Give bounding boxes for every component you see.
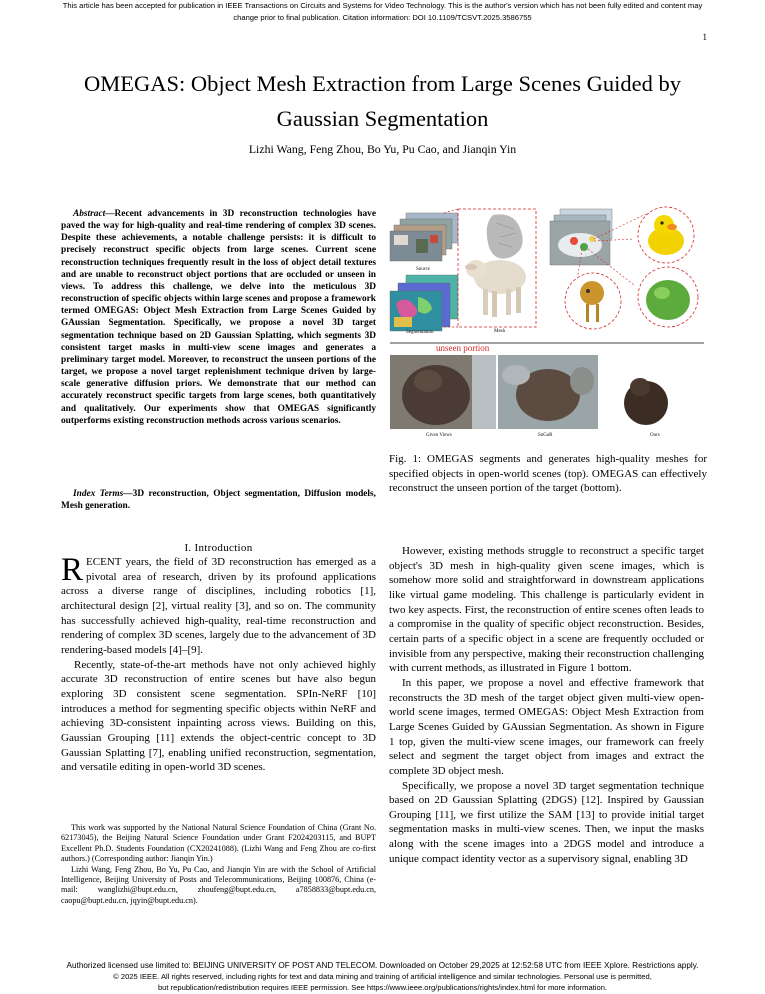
intro-paragraph-1 [61,552,376,658]
figure-1-caption: Fig. 1: OMEGAS segments and generates high-quality meshes for specified objects in open-world scenes (top). OMEGAS can effectively reconstruct the unseen portion of the target (bottom). [389,453,707,495]
intro-paragraph-3: However, existing methods struggle to reconstruct a specific target object's 3D mesh in high-quality given scene images, which is somehow more solid and straightforward in downstream applications like virtual game modeling. This challenge is particularly evident in two key aspects. First, the reconstruction of entire scenes often leads to a compromise in the quality of specific object reconstruction. Besides, certain parts of a specific object in a scene are frequently occluded or invisible from any perspective, making their reconstruction challenging with current methods, as illustrated in Figure 1 bottom. [389,545,704,675]
right-column [389,544,704,866]
intro-paragraph-5: Specifically, we propose a novel 3D target segmentation technique based on 2D Gaussian Splatting (2DGS) [12]. Inspired by Gaussian Grouping [11], we first utilize the SAM [13] to provide initial target segmentation masks in multi-view scenes. Then, we input the masks along with the scene images into a 2DGS model and introduce a unique compact identity vector as a supervisory signal, enabling 3D [389,779,704,865]
picnic-images [550,209,612,265]
abstract-lead: Abstract [73,209,106,219]
footnote [61,823,376,906]
abstract-text: —Recent advancements in 3D reconstruction technologies have paved the way for high-quality and real-time rendering of complex 3D scenes. Despite these achievements, a notable challenge persists: it is difficult to precisely reconstruct specific objects from large scenes. Current scene reconstruction techniques frequently result in the loss of object detail textures and are unable to reconstruct object portions that are occluded or unseen in views. To address this challenge, we delve into the meticulous 3D reconstruction of specific objects within large scenes and propose a framework termed OMEGAS: Object Mesh Extraction from Large Scenes Guided by GAussian Segmentation. Specifically, we propose a novel 3D target segmentation technique based on 2D Gaussian Splatting, which segments 3D consistent target masks in multi-view scene images and generates a preliminary target model. Moreover, to reconstruct the unseen portions of the target, we propose a novel target replenishment technique driven by large-scale generative diffusion priors. We demonstrate that our method can accurately reconstruct specific targets from large scenes, both quantitatively and qualitatively. Our experiments show that OMEGAS significantly outperforms existing reconstruction methods across various scenarios. [61,209,376,426]
ours-image [624,378,668,425]
paper-authors: Lizhi Wang, Feng Zhou, Bo Yu, Pu Cao, and Jianqin Yin [248,142,517,156]
abstract [61,208,376,427]
sheep-wireframe [487,214,523,258]
figure-1 [388,205,706,455]
footnote-affiliation: Lizhi Wang, Feng Zhou, Bo Yu, Pu Cao, and Jianqin Yin are with the School of Artificial Intelligence, Beijing University of Posts and Telecommunications, Beijing 100876, China (e-mail: wanglizhi@bupt.edu.cn, zhoufeng@bupt.edu.cn, a7858833@bupt.edu.cn, caopu@bupt.edu.cn, jqyin@bupt.edu.cn). [61,864,376,905]
source-images [390,213,458,261]
intro-paragraph-1-text: ECENT years, the field of 3D reconstruction has emerged as a pivotal area of research, driven by its profound applications across a diverse range of disciplines, including robotics [1], architectural design [2], virtual reality [3], and so on. The community has successfully achieved high-quality, real-time reconstruction and rendering of complex 3D scenes, largely due to the advancement of 3D rendering-based models [4]–[9]. [61,556,376,656]
footer-permission-line: but republication/redistribution requires IEEE permission. See https://www.ieee.org/publications/rights/index.html for more information. [157,983,608,993]
index-terms-text: —3D reconstruction, Object segmentation, Diffusion models, Mesh generation. [61,489,376,512]
intro-paragraph-4: In this paper, we propose a novel and effective framework that reconstructs the 3D mesh of the target object given multi-view open-world scene images, termed OMEGAS: Object Mesh Extraction from Large Scenes Guided by GAussian Segmentation. As shown in Figure 1 top, given the multi-view scene images, our framework can freely select and segment the target object from images and extract the complete 3D object mesh. [389,676,704,777]
index-terms-lead: Index Terms [73,489,124,499]
paper-title: OMEGAS: Object Mesh Extraction from Large Scenes Guided by Gaussian Segmentation [84,71,681,131]
intro-paragraph-2: Recently, state-of-the-art methods have not only achieved highly accurate 3D reconstruction of entire scenes but have also begun exploring 3D consistent scene segmentation. SPIn-NeRF [10] introduces a method for segmenting specific objects within NeRF and achieving 3D-consistent inpainting across views. Building on this, Gaussian Grouping [11] extends the object-centric concept to 3D Gaussian Splatting [7], enabling unified reconstruction, segmentation, and versatile editing in open-world 3D scenes. [61,658,376,774]
page-number: 1 [702,32,707,42]
sugar-image [498,355,598,429]
given-views-image [390,355,496,429]
footnote-funding: This work was supported by the National Natural Science Foundation of China (Grant No. 62173045), the Beijing Natural Science Foundation under Grant F2024203115, and BUPT Excellent Ph.D. Students Foundation (CX20241088). (Lizhi Wang and Feng Zhou are co-first authors.) (Corresponding author: Jianqin Yin.) [61,823,376,864]
label-unseen-portion: unseen portion [436,343,490,353]
header-notice: This article has been accepted for publication in IEEE Transactions on Circuits and Systems for Video Technology. This is the author's version which has not been fully edited and content may change prior to final publication. Citation information: DOI 10.1109/TCSVT.2025.3586755 [62,1,703,22]
sheep-mesh [465,260,526,317]
label-source: Source [416,267,430,272]
left-column [61,552,376,775]
label-mesh: Mesh [494,329,506,334]
index-terms [61,488,376,512]
dropcap: R [61,552,84,588]
segmentation-images [390,275,458,331]
section-heading: I. Introduction [184,542,253,554]
label-sugar: SuGaR [538,433,553,438]
figure-1-graphic [388,205,706,455]
footer-notice [20,960,745,994]
label-given-views: Given Views [426,433,452,438]
label-ours: Ours [650,433,660,438]
footer-copyright-line: © 2025 IEEE. All rights reserved, including rights for text and data mining and training of artificial intelligence and similar technologies. Personal use is permitted, [113,972,652,982]
label-segmentation: Segmentation [406,330,434,335]
footer-license-line: Authorized licensed use limited to: BEIJING UNIVERSITY OF POST AND TELECOM. Downloaded on October 29,2025 at 12:52:58 UTC from IEEE Xplore. Restrictions apply. [66,961,699,970]
